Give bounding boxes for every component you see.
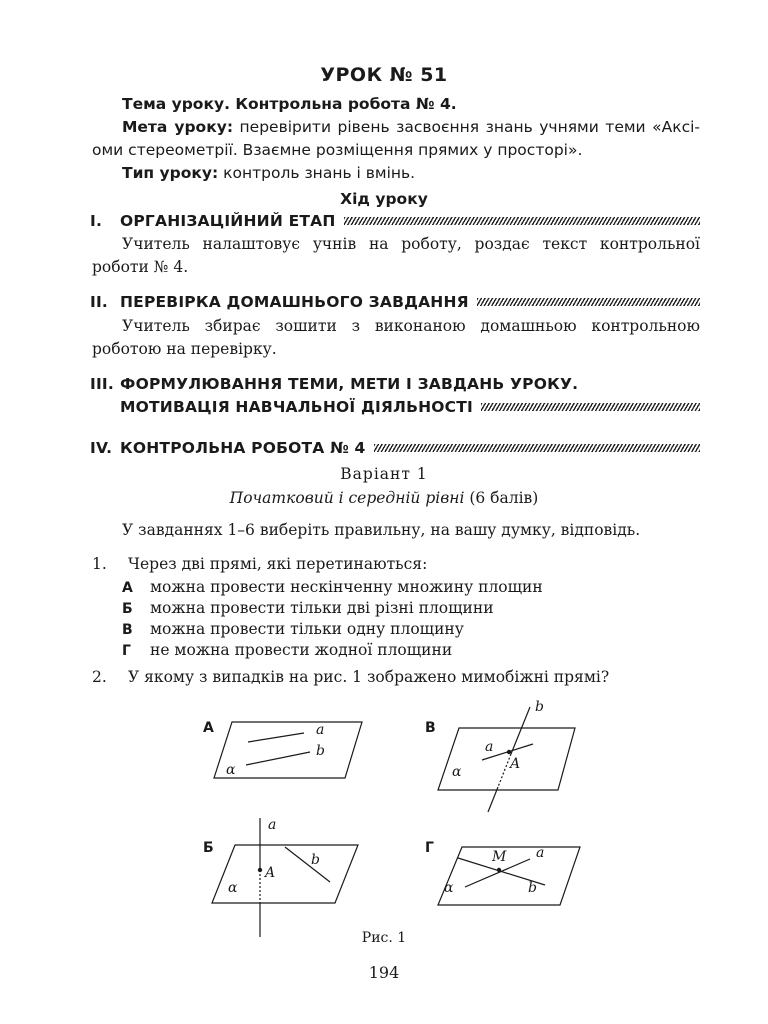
figure-caption: Рис. 1 <box>361 930 407 946</box>
option-text: можна провести тільки одну площину <box>150 620 464 638</box>
task-2-num: 2. <box>92 668 107 686</box>
section-4-title: КОНТРОЛЬНА РОБОТА № 4 <box>120 439 366 457</box>
hatch-rule <box>481 403 700 411</box>
section-3-heading-line2 <box>120 398 700 416</box>
task-1-option-d <box>122 640 452 662</box>
task-1-num: 1. <box>92 555 107 573</box>
section-1-text: Учитель налаштовує учнів на роботу, роздає текст контрольної роботи № 4. <box>92 235 700 276</box>
line-label: b <box>311 852 320 868</box>
goal-label: Мета уроку: <box>122 118 234 136</box>
line-a <box>248 733 304 742</box>
point-label: A <box>265 865 276 881</box>
point-A <box>258 868 262 872</box>
level-line <box>0 489 768 507</box>
course-heading: Хід уроку <box>340 190 428 208</box>
variant-heading: Варіант 1 <box>340 465 428 483</box>
hatch-rule <box>374 444 700 452</box>
page-number: 194 <box>368 963 400 982</box>
option-letter: Б <box>122 601 133 617</box>
topic: Тема уроку. Контрольна робота № 4. <box>122 95 457 113</box>
task-1-option-b <box>122 598 494 620</box>
section-3-title-line2: МОТИВАЦІЯ НАВЧАЛЬНОЇ ДІЯЛЬНОСТІ <box>120 398 473 416</box>
point-M <box>497 868 501 872</box>
level-italic: Початковий і середній рівні <box>229 489 465 507</box>
line-label: a <box>536 845 545 861</box>
line-label: a <box>485 739 494 755</box>
line-b <box>285 847 330 882</box>
line-b <box>488 787 498 812</box>
lesson-title: УРОК № 51 <box>320 64 448 86</box>
section-1-title: ОРГАНІЗАЦІЙНИЙ ЕТАП <box>120 212 336 230</box>
figure-1 <box>180 692 600 952</box>
level-points: (6 балів) <box>464 489 539 507</box>
task-2 <box>92 666 700 688</box>
hatch-rule <box>477 298 700 306</box>
section-1-num: I. <box>90 212 103 230</box>
plane-label: α <box>228 880 238 896</box>
option-letter: В <box>122 622 133 638</box>
plane-alpha <box>214 722 362 778</box>
type-line <box>92 162 700 185</box>
task-1-option-c <box>122 619 464 641</box>
panel-label: В <box>425 720 436 736</box>
option-letter: Г <box>122 643 131 659</box>
panel-label: Г <box>425 840 434 856</box>
goal-line <box>92 116 700 162</box>
plane-alpha <box>438 728 575 790</box>
point-label: M <box>492 849 507 865</box>
option-text: не можна провести жодної площини <box>150 641 453 659</box>
plane-alpha <box>438 847 580 905</box>
type-text: контроль знань і вмінь. <box>218 164 416 182</box>
type-label: Тип уроку: <box>122 164 219 182</box>
lesson-meta <box>92 93 700 185</box>
section-2-heading <box>90 293 700 311</box>
option-text: можна провести нескінченну множину площин <box>150 578 543 596</box>
line-label: a <box>316 722 325 738</box>
plane-label: α <box>226 762 236 778</box>
hatch-rule <box>344 217 700 225</box>
task-1-text: Через дві прямі, які перетинаються: <box>128 555 428 573</box>
section-2-title: ПЕРЕВІРКА ДОМАШНЬОГО ЗАВДАННЯ <box>120 293 469 311</box>
section-2-text: Учитель збирає зошити з виконаною домашньою контрольною роботою на перевірку. <box>92 317 700 358</box>
section-2-num: II. <box>90 293 109 311</box>
task-2-text: У якому з випадків на рис. 1 зображено мимобіжні прямі? <box>128 668 610 686</box>
plane-label: α <box>452 764 462 780</box>
topic-line <box>92 93 700 116</box>
goal-text: перевірити рівень засвоєння знань учнями теми «Аксіоми стереометрії. Взаємне розміщення прямих у просторі». <box>92 118 700 159</box>
section-3-title-line1: ФОРМУЛЮВАННЯ ТЕМИ, МЕТИ І ЗАВДАНЬ УРОКУ. <box>120 375 579 393</box>
line-b <box>511 707 530 754</box>
section-3-heading <box>90 375 700 393</box>
section-4-num: IV. <box>90 439 113 457</box>
section-1-heading <box>90 212 700 230</box>
line-b <box>246 752 310 765</box>
panel-label: Б <box>203 840 214 856</box>
panel-label: А <box>203 720 214 736</box>
task-1 <box>92 553 700 575</box>
section-4-heading <box>90 439 700 457</box>
option-text: можна провести тільки дві різні площини <box>150 599 494 617</box>
option-letter: А <box>122 580 133 596</box>
task-1-option-a <box>122 577 543 599</box>
point-label: A <box>510 756 521 772</box>
instruction: У завданнях 1–6 виберіть правильну, на вашу думку, відповідь. <box>122 521 641 539</box>
line-label: a <box>268 817 277 833</box>
line-label: b <box>528 880 537 896</box>
line-label: b <box>535 699 544 715</box>
line-label: b <box>316 743 325 759</box>
point-A <box>507 750 511 754</box>
plane-label: α <box>444 880 454 896</box>
section-3-num: III. <box>90 375 114 393</box>
